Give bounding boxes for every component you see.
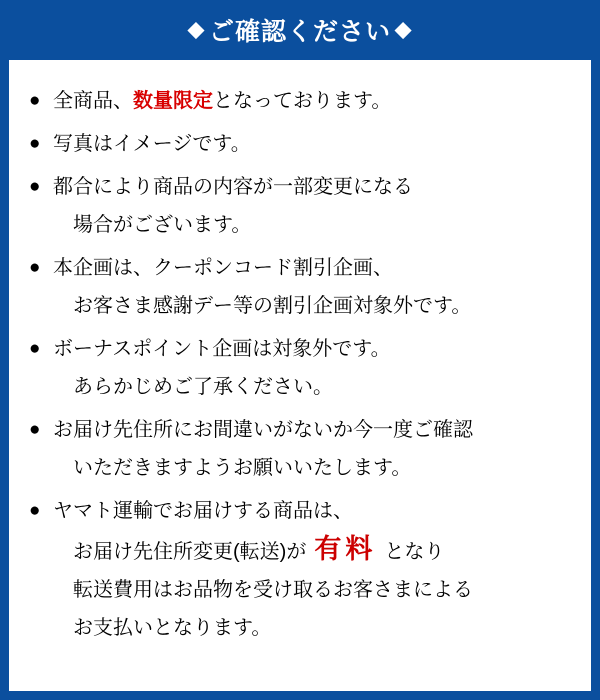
bullet-icon: ●: [29, 133, 41, 154]
diamond-right-icon: ◆: [395, 17, 413, 41]
list-item-text: [53, 125, 571, 163]
text-span: 本企画は、クーポンコード割引企画、: [53, 257, 393, 279]
text-span: となり: [384, 541, 445, 563]
list-item-text: [53, 330, 571, 406]
diamond-left-icon: ◆: [187, 17, 205, 41]
text-line: [53, 125, 571, 163]
text-span: お届け先住所変更(転送)が: [73, 541, 307, 563]
list-item: [29, 411, 571, 487]
text-span: お客さま感謝デー等の割引企画対象外です。: [73, 295, 472, 317]
text-line: [53, 287, 571, 325]
bullet-icon: ●: [29, 338, 41, 359]
text-line: [53, 609, 571, 647]
text-span: お支払いとなります。: [73, 617, 272, 639]
text-line: [53, 411, 571, 449]
text-line: [53, 530, 571, 571]
text-span: 都合により商品の内容が一部変更になる: [53, 176, 413, 198]
emphasis-text: 有料: [314, 534, 377, 564]
text-line: [53, 249, 571, 287]
list-item-text: [53, 82, 571, 120]
bullet-icon: ●: [29, 500, 41, 521]
text-line: [53, 449, 571, 487]
bullet-icon: ●: [29, 90, 41, 111]
list-item-text: [53, 411, 571, 487]
text-line: [53, 206, 571, 244]
text-line: [53, 82, 571, 120]
text-span: 場合がございます。: [73, 214, 252, 236]
list-item: [29, 168, 571, 244]
list-item: [29, 330, 571, 406]
bullet-icon: ●: [29, 419, 41, 440]
text-span: 写真はイメージです。: [53, 133, 251, 155]
text-span: いただきますようお願いいたします。: [73, 457, 412, 479]
text-line: [53, 492, 571, 530]
text-span: ヤマト運輸でお届けする商品は、: [53, 500, 353, 522]
text-span: となっております。: [213, 90, 392, 112]
list-item: [29, 125, 571, 163]
bullet-icon: ●: [29, 257, 41, 278]
list-item: [29, 249, 571, 325]
list-item-text: [53, 249, 571, 325]
emphasis-text: 数量限定: [133, 90, 213, 112]
notice-list: [29, 82, 571, 647]
text-span: 転送費用はお品物を受け取るお客さまによる: [73, 579, 473, 601]
page-title: ご確認ください: [208, 18, 391, 46]
text-line: [53, 168, 571, 206]
bullet-icon: ●: [29, 176, 41, 197]
text-span: ボーナスポイント企画は対象外です。: [53, 338, 391, 360]
text-span: あらかじめご了承ください。: [73, 376, 333, 398]
text-line: [53, 330, 571, 368]
list-item-text: [53, 168, 571, 244]
list-item-text: [53, 492, 571, 647]
banner-header: [0, 0, 600, 60]
notice-content-panel: [9, 60, 591, 691]
text-line: [53, 368, 571, 406]
text-span: お届け先住所にお間違いがないか今一度ご確認: [53, 419, 473, 441]
text-span: 全商品、: [53, 90, 133, 112]
text-line: [53, 571, 571, 609]
list-item: [29, 492, 571, 647]
list-item: [29, 82, 571, 120]
